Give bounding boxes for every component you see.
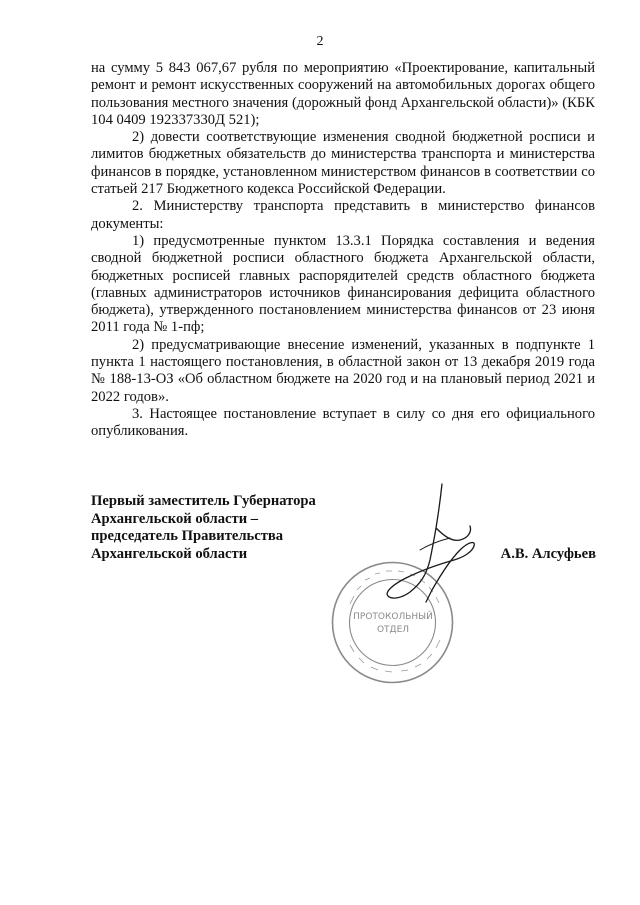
signer-title-line: Архангельской области – (91, 510, 259, 527)
paragraph: на сумму 5 843 067,67 рубля по мероприятию «Проектирование, капитальный ремонт и ремонт искусственных сооружений на автомобильных дорогах общего пользования местного значения (дорожный фонд Архангельской области)» (КБК 104 0409 192337330Д 521); (91, 60, 595, 128)
page-number: 2 (316, 34, 324, 49)
signer-title-line: председатель Правительства (91, 528, 284, 545)
body-text (91, 60, 595, 441)
signer-title-line: Архангельской области (91, 545, 248, 562)
handwritten-signature (380, 480, 480, 605)
seal-center-text: ПРОТОКОЛЬНЫЙ (353, 612, 433, 622)
paragraph: 3. Настоящее постановление вступает в силу со дня его официального опубликования. (91, 405, 595, 440)
signer-title (91, 493, 316, 563)
signer-title-line: Первый заместитель Губернатора (91, 493, 316, 509)
paragraph: 2. Министерству транспорта представить в министерство финансов документы: (91, 198, 595, 232)
seal-center-text: ОТДЕЛ (376, 625, 410, 635)
paragraph: 2) предусматривающие внесение изменений, указанных в подпункте 1 пункта 1 настоящего постановления, в областной закон от 13 декабря 2019 года № 188-13-ОЗ «Об областном бюджете на 2020 год и на плановый период 2021 и 2022 годов». (91, 336, 595, 405)
paragraph: 1) предусмотренные пунктом 13.3.1 Порядка составления и ведения сводной бюджетной росписи областного бюджета Архангельской области, бюджетных росписей главных распорядителей средств областного бюджета (главных администраторов источников финансирования дефицита областного бюджета), утвержденного постановлением министерства финансов от 23 июня 2011 года № 1-пф; (91, 232, 595, 336)
signer-name: А.В. Алсуфьев (500, 546, 596, 562)
paragraph: 2) довести соответствующие изменения сводной бюджетной росписи и лимитов бюджетных обязательств до министерства транспорта и министерства финансов в порядке, установленном министерством финансов в соответствии со статьей 217 Бюджетного кодекса Российской Федерации. (91, 129, 595, 198)
